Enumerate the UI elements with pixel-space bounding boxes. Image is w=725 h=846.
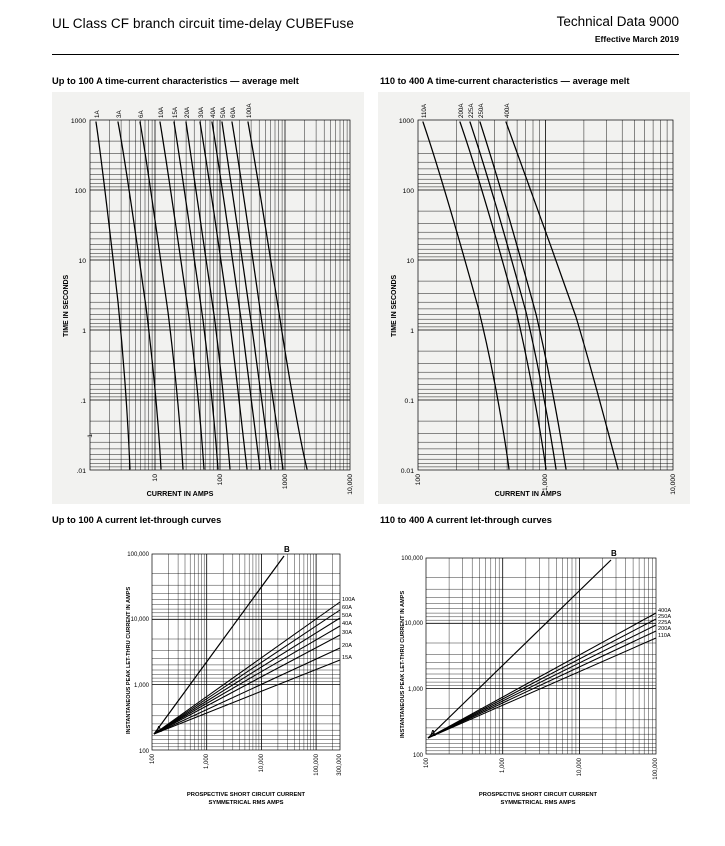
svg-text:50A: 50A — [342, 613, 352, 619]
svg-text:200A: 200A — [658, 626, 672, 632]
svg-text:225A: 225A — [658, 620, 672, 626]
svg-text:1000: 1000 — [70, 118, 86, 125]
svg-text:TIME IN SECONDS: TIME IN SECONDS — [63, 274, 70, 337]
svg-text:15A: 15A — [172, 106, 179, 118]
svg-text:INSTANTANEOUS PEAK LET-THRU CU: INSTANTANEOUS PEAK LET-THRU CURRENT IN AMPS — [400, 590, 406, 738]
lt-100a-svg — [52, 534, 364, 824]
svg-text:TIME IN SECONDS: TIME IN SECONDS — [391, 274, 398, 337]
header-right — [557, 14, 679, 44]
svg-text:300,000: 300,000 — [337, 754, 343, 776]
svg-text:10,000: 10,000 — [670, 474, 677, 495]
svg-text:110A: 110A — [421, 104, 428, 118]
tcc-400a-svg — [378, 92, 690, 504]
effective-date-label: Effective March 2019 — [594, 34, 679, 44]
svg-text:400A: 400A — [504, 103, 511, 118]
svg-text:100,000: 100,000 — [314, 754, 320, 776]
caption-lt-400a: 110 to 400 A current let-through curves — [380, 515, 552, 525]
tcc-100a-svg — [52, 92, 364, 504]
svg-text:0.01: 0.01 — [400, 468, 414, 475]
header-divider — [52, 54, 679, 55]
svg-text:100,000: 100,000 — [653, 758, 659, 780]
svg-text:10: 10 — [78, 258, 86, 265]
svg-text:1: 1 — [82, 328, 86, 335]
svg-text:.01: .01 — [76, 468, 86, 475]
svg-text:100,000: 100,000 — [127, 552, 149, 558]
svg-text:1000: 1000 — [398, 118, 414, 125]
svg-text:10,000: 10,000 — [404, 621, 423, 627]
svg-text:100: 100 — [402, 188, 414, 195]
svg-text:100: 100 — [412, 753, 423, 759]
svg-text:40A: 40A — [342, 621, 352, 627]
svg-text:CURRENT IN AMPS: CURRENT IN AMPS — [494, 489, 562, 498]
svg-text:250A: 250A — [478, 103, 485, 118]
svg-text:100: 100 — [217, 474, 224, 486]
svg-text:10A: 10A — [158, 106, 165, 118]
svg-text:225A: 225A — [468, 103, 475, 118]
svg-text:60A: 60A — [230, 106, 237, 118]
svg-text:1A: 1A — [94, 110, 101, 118]
svg-text:3A: 3A — [116, 110, 123, 118]
chart-tcc-up-to-100a — [52, 92, 364, 504]
svg-text:10,000: 10,000 — [577, 758, 583, 777]
chart-tcc-110-to-400a — [378, 92, 690, 504]
svg-text:1: 1 — [410, 328, 414, 335]
caption-tcc-400a: 110 to 400 A time-current characteristics — average melt — [380, 76, 630, 86]
svg-text:INSTANTANEOUS PEAK LET-THRU CU: INSTANTANEOUS PEAK LET-THRU CURRENT IN AMPS — [126, 586, 132, 734]
svg-text:100: 100 — [415, 474, 422, 486]
svg-text:.1: .1 — [80, 398, 86, 405]
svg-text:10,000: 10,000 — [347, 474, 354, 495]
page-title: UL Class CF branch circuit time-delay CUBEFuse — [52, 16, 354, 31]
svg-text:100A: 100A — [246, 103, 253, 118]
caption-tcc-100a: Up to 100 A time-current characteristics — average melt — [52, 76, 299, 86]
svg-text:10,000: 10,000 — [259, 754, 265, 773]
technical-data-label: Technical Data 9000 — [556, 14, 679, 29]
caption-lt-100a: Up to 100 A current let-through curves — [52, 515, 222, 525]
svg-text:10,000: 10,000 — [130, 617, 149, 623]
svg-text:B: B — [284, 545, 290, 554]
svg-text:20A: 20A — [184, 106, 191, 118]
svg-text:A: A — [156, 725, 162, 734]
svg-text:1,000: 1,000 — [204, 754, 210, 770]
svg-text:SYMMETRICAL RMS AMPS: SYMMETRICAL RMS AMPS — [208, 800, 284, 806]
svg-text:60A: 60A — [342, 605, 352, 611]
svg-text:30A: 30A — [342, 630, 352, 636]
svg-text:1,000: 1,000 — [500, 758, 506, 774]
page-header — [0, 14, 725, 60]
svg-text:10: 10 — [406, 258, 414, 265]
svg-text:1,000: 1,000 — [133, 683, 149, 689]
svg-text:1: 1 — [87, 434, 94, 438]
svg-text:100: 100 — [424, 758, 430, 769]
svg-text:50A: 50A — [220, 106, 227, 118]
svg-text:20A: 20A — [342, 643, 352, 649]
svg-text:10: 10 — [152, 474, 159, 482]
svg-text:100,000: 100,000 — [401, 556, 423, 562]
svg-text:100A: 100A — [342, 597, 356, 603]
svg-text:30A: 30A — [198, 106, 205, 118]
chart-letthrough-110-to-400a — [378, 534, 690, 824]
svg-text:110A: 110A — [658, 633, 671, 639]
svg-text:15A: 15A — [342, 655, 352, 661]
svg-text:PROSPECTIVE SHORT CIRCUIT CURR: PROSPECTIVE SHORT CIRCUIT CURRENT — [478, 792, 598, 798]
svg-text:PROSPECTIVE SHORT CIRCUIT CURR: PROSPECTIVE SHORT CIRCUIT CURRENT — [186, 792, 306, 798]
svg-text:1000: 1000 — [282, 474, 289, 490]
svg-text:SYMMETRICAL RMS AMPS: SYMMETRICAL RMS AMPS — [500, 800, 576, 806]
svg-text:A: A — [430, 729, 436, 738]
lt-400a-svg — [378, 534, 690, 824]
svg-text:0.1: 0.1 — [404, 398, 414, 405]
svg-text:400A: 400A — [658, 608, 672, 614]
svg-text:CURRENT IN AMPS: CURRENT IN AMPS — [146, 489, 214, 498]
svg-text:B: B — [611, 549, 617, 558]
chart-letthrough-up-to-100a — [52, 534, 364, 824]
svg-text:40A: 40A — [210, 106, 217, 118]
svg-text:250A: 250A — [658, 614, 672, 620]
svg-text:6A: 6A — [138, 110, 145, 118]
svg-text:100: 100 — [150, 754, 156, 765]
svg-text:200A: 200A — [458, 103, 465, 118]
svg-text:1,000: 1,000 — [542, 474, 549, 492]
svg-text:100: 100 — [74, 188, 86, 195]
svg-text:100: 100 — [138, 749, 149, 755]
svg-text:1,000: 1,000 — [407, 687, 423, 693]
